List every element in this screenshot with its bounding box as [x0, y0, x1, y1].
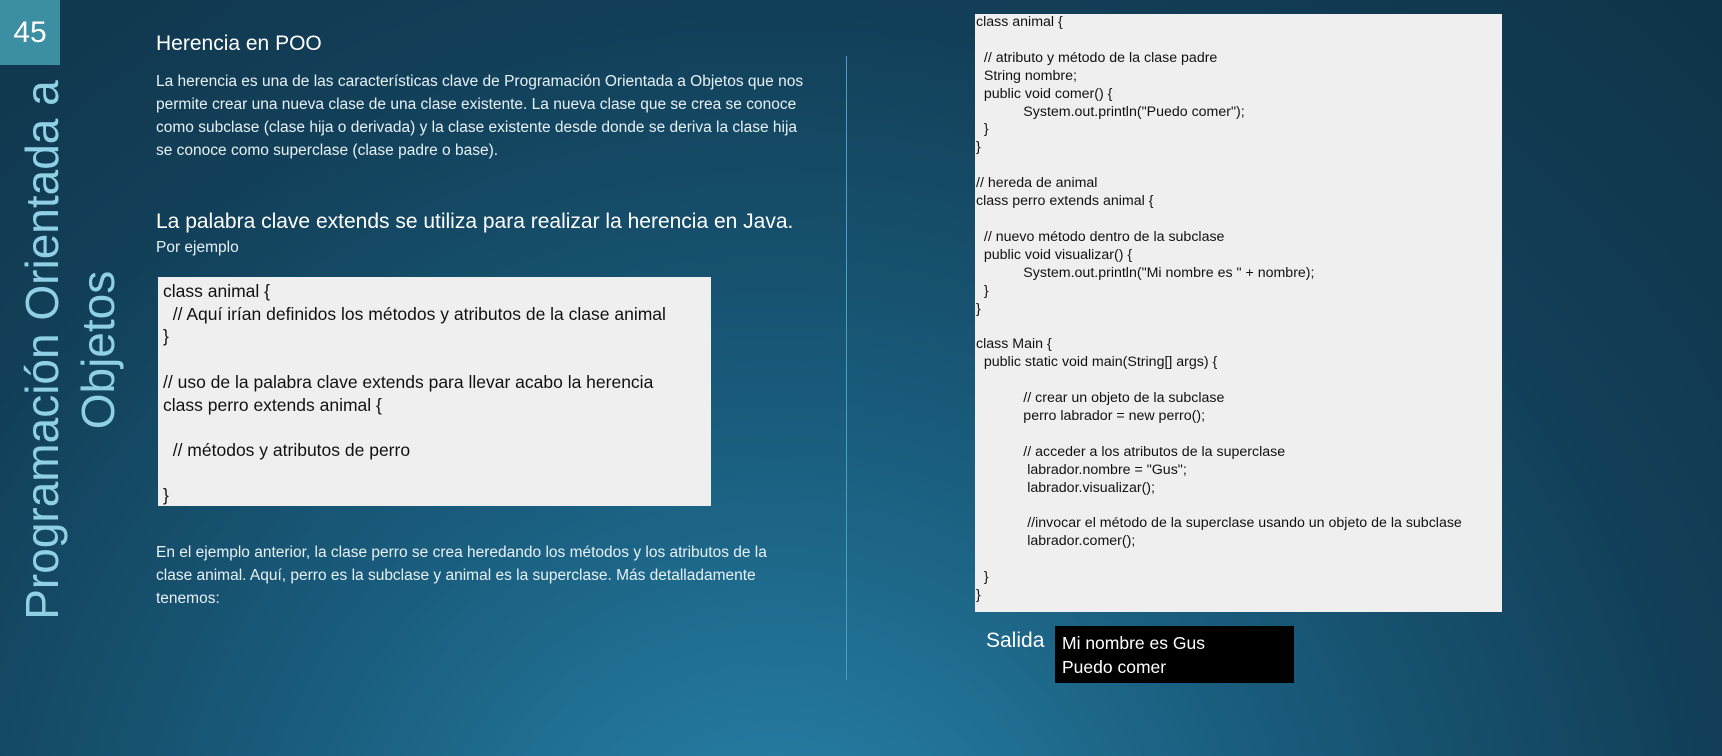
- explanation-paragraph: En el ejemplo anterior, la clase perro se crea heredando los métodos y los atributos de la clase animal. Aquí, perro es la subclase y animal es la superclase. Más detalladamente tenemos:: [156, 544, 767, 607]
- slide-number: 45: [0, 0, 60, 65]
- output-line: Mi nombre es Gus: [1062, 633, 1205, 653]
- extends-heading: La palabra clave extends se utiliza para realizar la herencia en Java.: [156, 210, 794, 233]
- side-title-line-2: Objetos: [72, 270, 124, 430]
- section-heading: Herencia en POO: [156, 32, 322, 55]
- example-label: Por ejemplo: [156, 239, 239, 256]
- column-divider: [846, 56, 847, 680]
- side-title-line-1: Programación Orientada a: [16, 80, 68, 620]
- intro-paragraph: La herencia es una de las características clave de Programación Orientada a Objetos que nos permite crear una nueva clase de una clase existente. La nueva clase que se crea se conoce como subclase (clase hija o derivada) y la clase existente desde donde se deriva la clase hija se conoce como superclase (clase padre o base).: [156, 73, 804, 159]
- side-title: [14, 80, 126, 620]
- full-code-block: class animal { // atributo y método de la clase padre String nombre; public void comer() { System.out.println("Puedo comer"); } } // hereda de animal class perro extends animal { // nuevo método dentro de la subclase public void visualizar() { System.out.println("Mi nombre es " + nombre); } } class Main { public static void main(String[] args) { // crear un objeto de la subclase perro labrador = new perro(); // acceder a los atributos de la superclase labrador.nombre = "Gus"; labrador.visualizar(); //invocar el método de la superclase usando un objeto de la subclase labrador.comer(); } }: [975, 14, 1502, 612]
- output-label: Salida: [986, 629, 1045, 652]
- output-console: [1055, 626, 1294, 683]
- output-line: Puedo comer: [1062, 657, 1167, 677]
- example-code-block: class animal { // Aquí irían definidos los métodos y atributos de la clase animal } // uso de la palabra clave extends para llevar acabo la herencia class perro extends animal { // métodos y atributos de perro }: [158, 277, 711, 506]
